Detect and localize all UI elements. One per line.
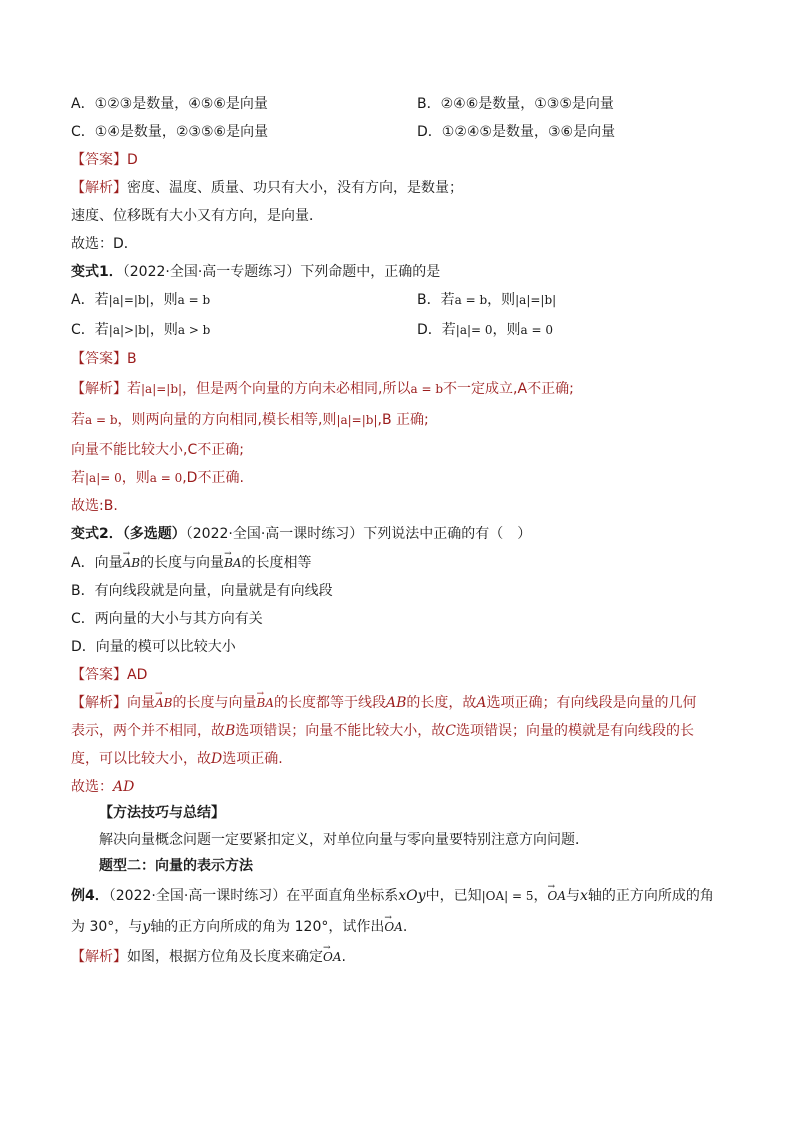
- option-a: A．①②③是数量，④⑤⑥是向量: [71, 96, 268, 112]
- variant1-label: 变式1．: [71, 264, 123, 280]
- analysis-line-2: 速度、位移既有大小又有方向，是向量．: [71, 208, 323, 224]
- example4-label: 例4．: [71, 888, 109, 904]
- v2-choice-line: 故选：AD: [71, 779, 135, 795]
- option-d: D．①②④⑤是数量，③⑥是向量: [417, 124, 616, 140]
- option-b: B．②④⑥是数量，①③⑤是向量: [417, 96, 614, 112]
- example4-analysis-tag: 【解析】: [71, 949, 127, 965]
- answer-line: [71, 150, 138, 170]
- v1-choice-line: 故选:B.: [71, 498, 118, 514]
- analysis-tag: 【解析】: [71, 180, 127, 196]
- variant1-source: （2022·全国·高一专题练习）下列命题中，正确的是: [122, 264, 441, 280]
- example4-analysis: 【解析】如图，根据方位角及长度来确定→ OA.: [71, 947, 346, 967]
- v1-option-d: D．若|a|= 0，则a = 0: [417, 322, 554, 338]
- variant2-source: （2022·全国·高一课时练习）下列说法中正确的有（ ）: [185, 526, 532, 542]
- v1-answer-value: B: [127, 351, 137, 367]
- v1-option-c: C．若|a|>|b|，则a > b: [71, 322, 211, 338]
- option-row-cd: [71, 122, 616, 142]
- variant1-title: [71, 262, 440, 282]
- v2-option-d: D．向量的模可以比较大小: [71, 639, 236, 655]
- v1-option-a: A．若|a|=|b|，则a = b: [71, 292, 211, 308]
- choice-line: 故选：D．: [71, 236, 138, 252]
- v2-answer-tag: 【答案】: [71, 667, 127, 683]
- v2-option-c: C．两向量的大小与其方向有关: [71, 611, 263, 627]
- method-title: 【方法技巧与总结】: [99, 805, 225, 821]
- v2-answer-value: AD: [127, 667, 148, 683]
- v1-answer-tag: 【答案】: [71, 351, 127, 367]
- v2-analysis-line-3: 度，可以比较大小，故D选项正确.: [71, 751, 283, 767]
- v2-analysis-line-2: 表示，两个并不相同，故B选项错误；向量不能比较大小，故C选项错误；向量的模就是有向线段的长: [71, 723, 695, 739]
- method-body: 解决向量概念问题一定要紧扣定义，对单位向量与零向量要特别注意方向问题．: [99, 832, 589, 848]
- option-c: C．①④是数量，②③⑤⑥是向量: [71, 124, 269, 140]
- v2-option-b: B．有向线段就是向量，向量就是有向线段: [71, 583, 333, 599]
- v1-analysis-line-4: 若|a|= 0，则a = 0,D不正确.: [71, 470, 244, 486]
- variant1-option-row-ab: [71, 290, 557, 310]
- v1-option-b: B．若a = b，则|a|=|b|: [417, 292, 557, 308]
- answer-value: D: [127, 152, 138, 168]
- example4-line-2: 为 30°，与y轴的正方向所成的角为 120°，试作出→ OA.: [71, 917, 407, 937]
- v1-analysis-line-3: 向量不能比较大小,C不正确;: [71, 442, 244, 458]
- variant2-label: 变式2．（多选题）: [71, 526, 186, 542]
- analysis-line-1: [71, 178, 463, 198]
- v1-answer-line: [71, 349, 137, 369]
- v2-option-a: A．向量→ AB的长度与向量→ BA的长度相等: [71, 553, 312, 573]
- type2-title: 题型二：向量的表示方法: [99, 858, 253, 874]
- v1-analysis-line-1: 【解析】若|a|=|b|，但是两个向量的方向未必相同,所以a = b不一定成立,A不正确;: [71, 381, 574, 397]
- example4-line-1: 例4．（2022·全国·高一课时练习）在平面直角坐标系xOy中，已知|OA| = 5，→ OA与x轴的正方向所成的角: [71, 886, 714, 906]
- analysis-text: 密度、温度、质量、功只有大小，没有方向，是数量；: [127, 180, 463, 196]
- answer-tag: 【答案】: [71, 152, 127, 168]
- v1-analysis-line-2: 若a = b，则两向量的方向相同,模长相等,则|a|=|b|,B 正确;: [71, 412, 429, 428]
- variant2-title: [71, 524, 531, 544]
- option-row-ab: [71, 94, 614, 114]
- variant1-option-row-cd: [71, 320, 554, 340]
- v2-analysis-line-1: 【解析】向量→ AB的长度与向量→ BA的长度都等于线段AB的长度，故A选项正确；有向线段是向量的几何: [71, 693, 697, 713]
- v2-answer-line: [71, 665, 147, 685]
